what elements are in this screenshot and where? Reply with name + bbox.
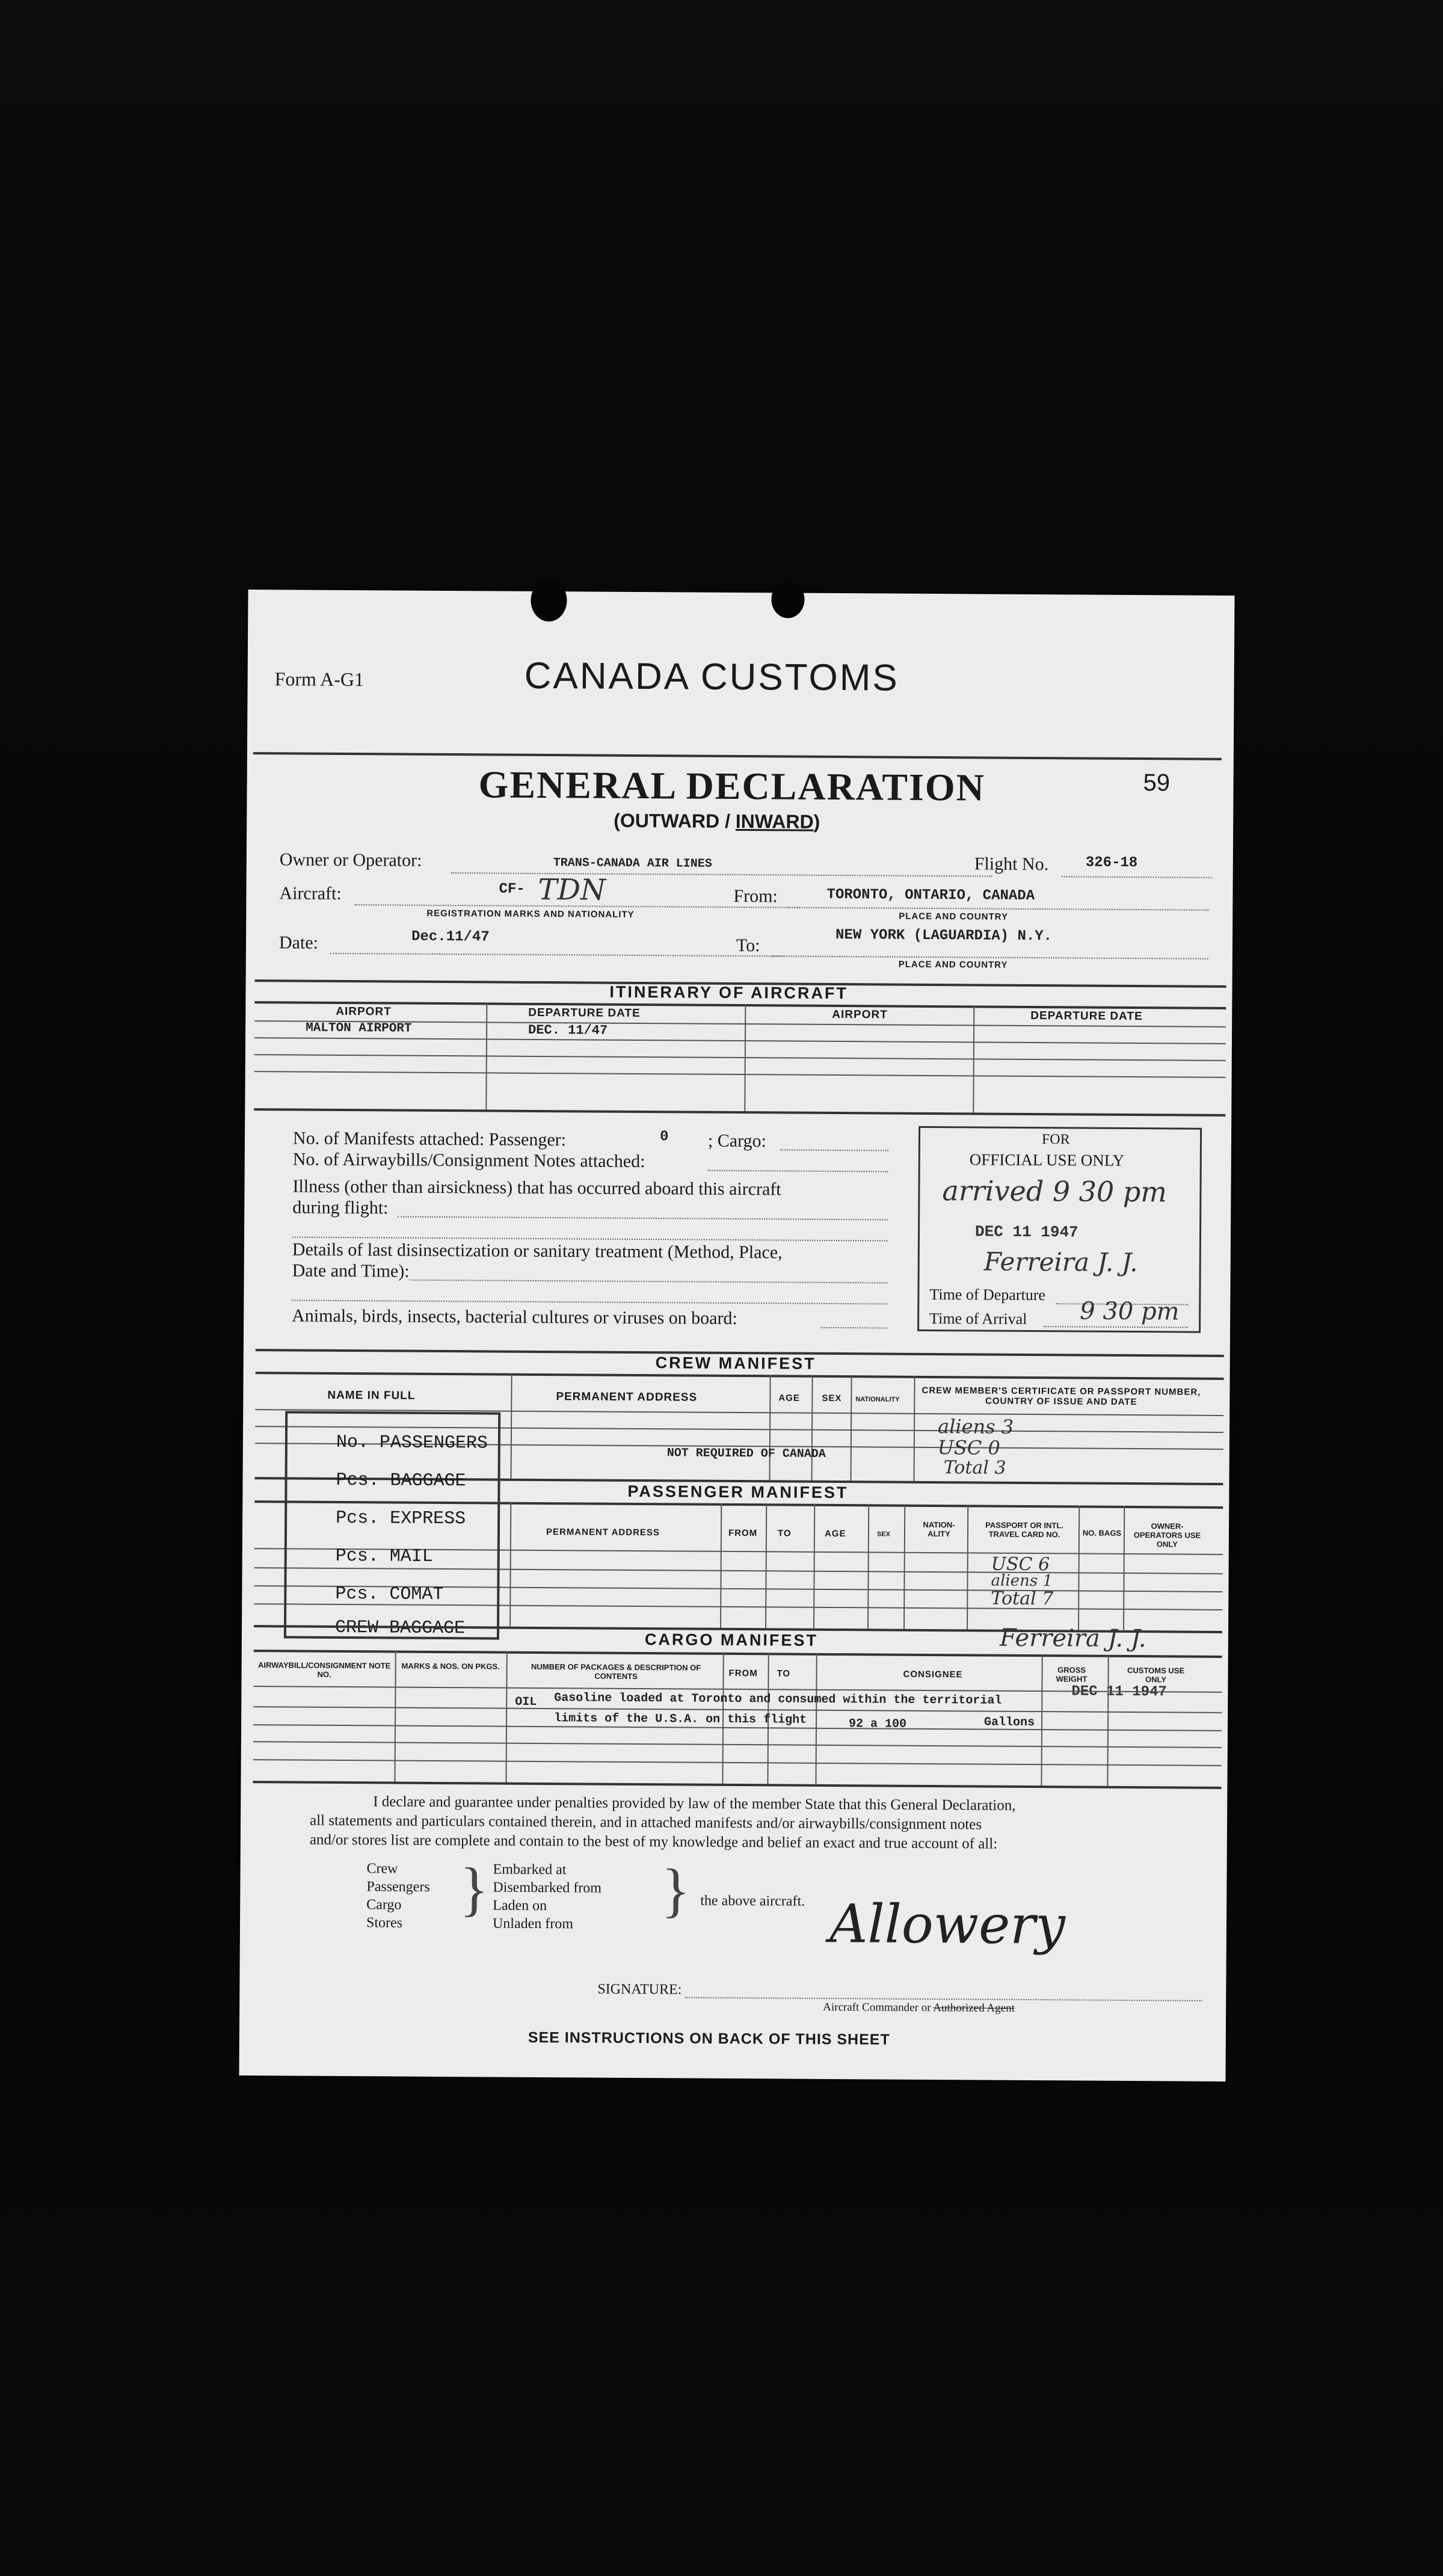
cargo-amount: 92 a 100 <box>848 1717 907 1731</box>
divider <box>253 1781 1221 1789</box>
col-line <box>967 1505 968 1629</box>
arrival-time-label: Time of Arrival <box>929 1309 1027 1328</box>
caption-commander: Aircraft Commander or <box>823 2000 931 2014</box>
animals-label: Animals, birds, insects, bacterial cultures or viruses on board: <box>292 1305 737 1329</box>
illness-answer-line <box>398 1216 888 1221</box>
official-arrived-handwritten: arrived 9 30 pm <box>942 1174 1168 1209</box>
cargo-col-packages: NUMBER OF PACKAGES & DESCRIPTION OF CONTENTS <box>531 1662 701 1681</box>
to-caption: PLACE AND COUNTRY <box>898 959 1008 970</box>
itin-departure-value: DEC. 11/47 <box>528 1022 608 1038</box>
flight-value: 326-18 <box>1085 854 1138 872</box>
col-line <box>1041 1654 1042 1786</box>
crew-col-nationality: NATIONALITY <box>855 1396 900 1404</box>
pax-col-address: PERMANENT ADDRESS <box>546 1527 660 1538</box>
pax-hand-total: Total 7 <box>991 1588 1054 1610</box>
cargo-prefix: OIL <box>515 1695 537 1709</box>
official-officer-handwritten: Ferreira J. J. <box>983 1246 1138 1278</box>
arrival-time-handwritten: 9 30 pm <box>1080 1297 1180 1326</box>
cargo-col-from: FROM <box>728 1668 758 1679</box>
date-value: Dec.11/47 <box>411 928 490 946</box>
col-line <box>1123 1506 1125 1630</box>
crew-hand-usc: USC 0 <box>937 1436 1000 1459</box>
col-line <box>815 1653 817 1784</box>
item-unladen: Unladen from <box>492 1915 574 1932</box>
cargo-line-2: limits of the U.S.A. on this flight <box>554 1712 807 1727</box>
agency-title: CANADA CUSTOMS <box>524 655 899 699</box>
cargo-count-label: ; Cargo: <box>707 1130 767 1151</box>
col-line <box>914 1376 915 1481</box>
declaration-items-left <box>366 1860 430 1932</box>
crew-col-age: AGE <box>778 1393 800 1404</box>
general-declaration-form <box>239 590 1234 2081</box>
owner-label: Owner or Operator: <box>279 849 422 870</box>
itin-col-departure-2: DEPARTURE DATE <box>1030 1009 1143 1023</box>
from-line <box>787 907 1208 911</box>
row-line <box>254 1054 1226 1061</box>
cargo-line <box>780 1149 888 1151</box>
page-number: 59 <box>1143 769 1171 797</box>
itin-col-airport-2: AIRPORT <box>832 1008 888 1021</box>
manifests-label: No. of Manifests attached: Passenger: <box>292 1128 567 1150</box>
official-date-stamp: DEC 11 1947 <box>974 1222 1078 1242</box>
crew-col-sex: SEX <box>822 1393 842 1404</box>
cargo-col-customs: CUSTOMS USE ONLY <box>1127 1665 1185 1684</box>
signature-line <box>685 1997 1202 2001</box>
cargo-col-consignee: CONSIGNEE <box>903 1669 963 1680</box>
cargo-col-marks: MARKS & NOS. ON PKGS. <box>401 1661 500 1671</box>
from-label: From: <box>733 886 778 907</box>
stamp-crew-baggage: CREW BAGGAGE <box>334 1617 466 1639</box>
row-line <box>253 1759 1222 1766</box>
flight-label: Flight No. <box>974 854 1049 875</box>
declaration-line-2: all statements and particulars contained therein, and in attached manifests and/or airwaybills/consignment notes <box>309 1812 982 1833</box>
airwaybills-label: No. of Airwaybills/Consignment Notes attached: <box>292 1149 645 1172</box>
pax-col-bags: NO. BAGS <box>1082 1528 1122 1538</box>
caption-agent-struck: Authorized Agent <box>933 2001 1015 2015</box>
stamp-comat: Pcs. COMAT <box>335 1583 444 1606</box>
divider <box>254 1108 1225 1117</box>
item-passengers: Passengers <box>366 1879 430 1895</box>
to-line <box>772 955 1208 959</box>
stamp-passengers: No. PASSENGERS <box>336 1432 488 1454</box>
animals-line <box>821 1327 887 1329</box>
crew-note: NOT REQUIRED OF CANADA <box>666 1446 826 1461</box>
to-label: To: <box>736 935 760 956</box>
col-line <box>867 1504 869 1628</box>
stamp-baggage: Pcs. BAGGAGE <box>336 1470 466 1492</box>
direction <box>614 810 820 833</box>
divider <box>254 1001 1226 1009</box>
disinsect-answer-line <box>292 1299 887 1304</box>
itin-col-departure-1: DEPARTURE DATE <box>528 1006 641 1020</box>
flight-line <box>1062 876 1212 878</box>
col-line <box>394 1651 396 1782</box>
brace-left: } <box>460 1855 489 1923</box>
signature-caption <box>823 2001 1015 2015</box>
pax-col-age: AGE <box>824 1528 846 1539</box>
from-caption: PLACE AND COUNTRY <box>899 911 1009 922</box>
itin-airport-value: MALTON AIRPORT <box>306 1021 412 1036</box>
aircraft-typed: CF- <box>499 881 525 898</box>
official-title: OFFICIAL USE ONLY <box>969 1150 1125 1169</box>
cargo-col-to: TO <box>777 1668 791 1679</box>
pax-col-passport: PASSPORT OR INTL. TRAVEL CARD NO. <box>985 1520 1064 1539</box>
crew-hand-total: Total 3 <box>943 1457 1006 1479</box>
pax-col-nationality: NATION-ALITY <box>923 1520 955 1539</box>
direction-close: ) <box>813 810 820 833</box>
form-title: GENERAL DECLARATION <box>478 763 986 809</box>
crew-hand-aliens: aliens 3 <box>937 1415 1014 1438</box>
itinerary-title: ITINERARY OF AIRCRAFT <box>609 982 849 1003</box>
cargo-officer-handwritten: Ferreira J. J. <box>999 1624 1146 1653</box>
commander-signature: Allowery <box>829 1892 1066 1956</box>
declaration-line-3: and/or stores list are complete and contain to the best of my knowledge and belief an exact and true account of all: <box>309 1831 998 1852</box>
col-line <box>851 1375 852 1481</box>
declaration-items-mid <box>493 1861 602 1934</box>
item-cargo: Cargo <box>366 1897 402 1913</box>
torn-edge <box>771 581 804 618</box>
passenger-title: PASSENGER MANIFEST <box>627 1482 849 1502</box>
departure-time-label: Time of Departure <box>929 1285 1046 1304</box>
itin-col-airport-1: AIRPORT <box>336 1005 392 1018</box>
cargo-title: CARGO MANIFEST <box>644 1630 818 1650</box>
illness-line-1: Illness (other than airsickness) that has occurred aboard this aircraft <box>292 1176 781 1200</box>
disinsect-line-1: Details of last disinsectization or sanitary treatment (Method, Place, <box>292 1239 783 1263</box>
pax-hand-aliens: aliens 1 <box>991 1571 1053 1591</box>
item-embarked: Embarked at <box>493 1861 567 1878</box>
declaration-tail: the above aircraft. <box>700 1893 805 1909</box>
col-line <box>903 1505 905 1629</box>
col-line <box>765 1503 767 1628</box>
col-line <box>769 1375 771 1480</box>
col-line <box>509 1502 511 1627</box>
cargo-line-1: Gasoline loaded at Toronto and consumed within the territorial <box>554 1691 1002 1708</box>
declaration-line-1: I declare and guarantee under penalties provided by law of the member State that this General Declaration, <box>373 1793 1016 1814</box>
crew-col-address: PERMANENT ADDRESS <box>556 1390 698 1404</box>
disinsect-line-2: Date and Time): <box>292 1260 410 1281</box>
row-line <box>254 1037 1226 1044</box>
airwaybills-line <box>708 1170 888 1172</box>
stamp-express: Pcs. EXPRESS <box>336 1508 466 1530</box>
item-disembarked: Disembarked from <box>493 1879 602 1896</box>
date-label: Date: <box>278 932 319 953</box>
pax-col-from: FROM <box>728 1527 758 1539</box>
item-crew: Crew <box>366 1861 398 1877</box>
row-line <box>253 1741 1222 1748</box>
divider <box>256 1372 1224 1380</box>
cargo-date-stamp: DEC 11 1947 <box>1071 1683 1167 1701</box>
form-number: Form A-G1 <box>274 668 365 691</box>
from-value: TORONTO, ONTARIO, CANADA <box>826 886 1035 905</box>
disinsect-answer-line <box>410 1280 888 1284</box>
col-line <box>505 1651 507 1783</box>
pax-col-owner: OWNER-OPERATORS USE ONLY <box>1133 1521 1201 1549</box>
aircraft-handwritten: TDN <box>538 872 606 907</box>
crew-col-name: NAME IN FULL <box>327 1388 416 1402</box>
aircraft-label: Aircraft: <box>279 883 342 904</box>
to-value: NEW YORK (LAGUARDIA) N.Y. <box>835 926 1053 945</box>
pax-hand-usc: USC 6 <box>991 1553 1050 1576</box>
signature-label: SIGNATURE: <box>597 1981 682 1998</box>
pax-col-sex: SEX <box>876 1530 891 1538</box>
owner-line <box>451 872 992 877</box>
row-line <box>254 1071 1226 1078</box>
stamp-mail: Pcs. MAIL <box>335 1545 433 1567</box>
aircraft-caption: REGISTRATION MARKS AND NATIONALITY <box>426 908 635 920</box>
col-line <box>811 1375 813 1481</box>
illness-line-2: during flight: <box>292 1197 389 1218</box>
official-for: FOR <box>1041 1132 1070 1148</box>
cargo-col-weight: GROSS WEIGHT <box>1056 1665 1088 1684</box>
manifests-passenger-value: 0 <box>659 1129 669 1145</box>
crew-col-certificate: CREW MEMBER'S CERTIFICATE OR PASSPORT NUMBER, COUNTRY OF ISSUE AND DATE <box>921 1385 1201 1408</box>
cargo-col-airwaybill: AIRWAYBILL/CONSIGNMENT NOTE NO. <box>257 1660 391 1679</box>
item-laden: Laden on <box>493 1897 547 1914</box>
col-line <box>511 1373 512 1479</box>
torn-edge <box>531 579 567 621</box>
crew-title: CREW MANIFEST <box>655 1354 816 1373</box>
pax-col-to: TO <box>777 1528 792 1539</box>
direction-outward: (OUTWARD / <box>614 809 736 832</box>
item-stores: Stores <box>366 1915 403 1931</box>
divider <box>253 752 1222 760</box>
footer-instructions: SEE INSTRUCTIONS ON BACK OF THIS SHEET <box>528 2029 890 2048</box>
owner-value: TRANS-CANADA AIR LINES <box>553 856 712 871</box>
col-line <box>720 1503 722 1628</box>
brace-right: } <box>661 1857 691 1924</box>
col-line <box>813 1504 815 1628</box>
date-line <box>330 953 784 957</box>
cargo-unit: Gallons <box>984 1715 1035 1730</box>
direction-inward: INWARD <box>735 810 814 833</box>
col-line <box>1107 1655 1109 1786</box>
col-line <box>1078 1505 1080 1630</box>
